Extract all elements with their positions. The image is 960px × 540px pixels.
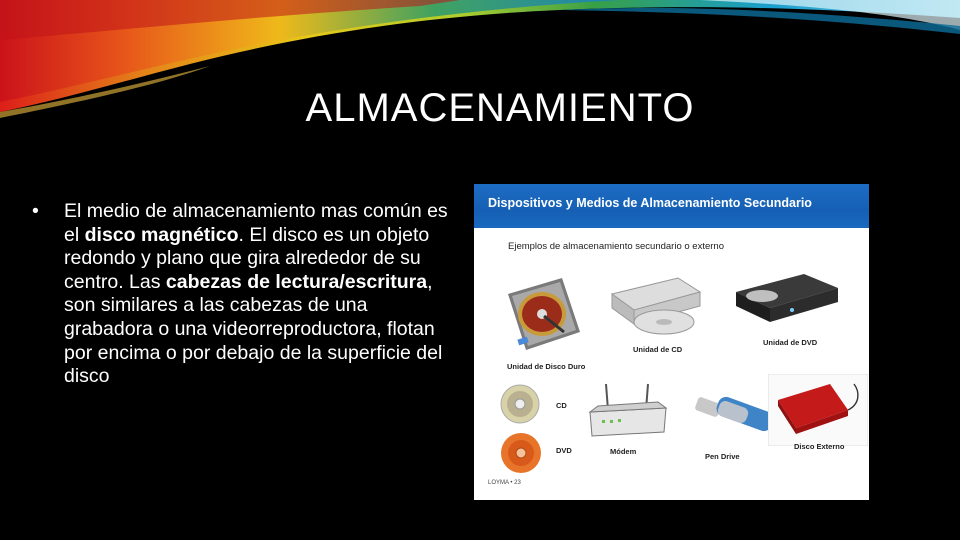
external-disk-image	[768, 374, 868, 446]
hard-disk-drive-image	[504, 272, 584, 356]
bullet-run: , son similares a las cabezas de una grabadora o una videorreproductora, flotan por encima o por debajo de la superficie del disco	[64, 270, 443, 388]
bullet-run: . El disco es un objeto redondo y plano que gira alrededor de su centro. Las	[64, 223, 430, 293]
cd-drive-label: Unidad de CD	[633, 345, 683, 354]
storage-devices-figure	[474, 184, 869, 500]
dvd-label: DVD	[556, 446, 572, 455]
pen-drive-label: Pen Drive	[705, 452, 740, 461]
bullet-symbol: •	[32, 200, 39, 222]
hdd-label: Unidad de Disco Duro	[507, 362, 586, 371]
bullet-run-bold: disco magnético	[84, 223, 239, 246]
slide-body	[28, 200, 458, 389]
figure-title: Dispositivos y Medios de Almacenamiento Secundario	[488, 196, 812, 210]
cd-disc-image	[500, 384, 540, 424]
figure-credit: LOYMA • 23	[488, 480, 521, 486]
cd-drive-image	[608, 274, 704, 338]
dvd-drive-label: Unidad de DVD	[763, 338, 818, 347]
dvd-drive-image	[732, 270, 842, 336]
bullet-text	[64, 200, 458, 389]
bullet-item	[28, 200, 458, 389]
bullet-run-bold: cabezas de lectura/escritura	[165, 270, 428, 293]
cd-label: CD	[556, 401, 567, 410]
figure-subtitle: Ejemplos de almacenamiento secundario o externo	[508, 241, 724, 252]
modem-image	[586, 380, 670, 440]
dvd-disc-image	[500, 432, 542, 474]
slide-title: ALMACENAMIENTO	[305, 86, 695, 130]
external-disk-label: Disco Externo	[794, 442, 845, 451]
modem-label: Módem	[610, 447, 637, 456]
bullet-run: El medio de almacenamiento mas común es el	[64, 200, 448, 246]
